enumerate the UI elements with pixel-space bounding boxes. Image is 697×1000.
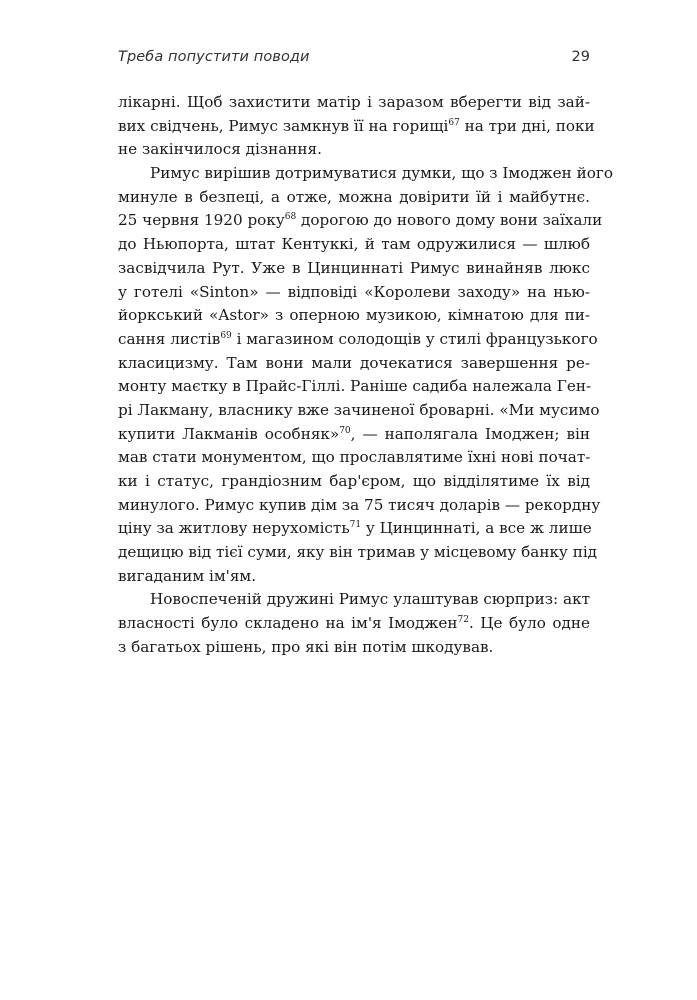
footnote-ref: 72 xyxy=(457,615,469,626)
text-line xyxy=(118,470,590,494)
text-line xyxy=(118,517,590,541)
text-segment: у готелі «Sinton» — відповіді «Королеви заходу» на нью- xyxy=(118,282,590,301)
text-line xyxy=(118,257,590,281)
text-segment: минулого. Римус купив дім за 75 тисяч доларів — рекордну xyxy=(118,495,601,514)
text-segment: . Це було одне xyxy=(468,614,590,633)
text-line xyxy=(118,209,603,233)
text-line xyxy=(118,162,613,186)
footnote-ref: 69 xyxy=(220,330,232,341)
text-line xyxy=(118,186,590,210)
text-line xyxy=(118,565,590,589)
text-line xyxy=(118,375,590,399)
text-segment: ки і статус, грандіозним бар'єром, що відділятиме їх від xyxy=(118,472,590,490)
footnote-ref: 71 xyxy=(349,520,362,531)
text-segment: до Ньюпорта, штат Кентуккі, й там одружилися — шлюб xyxy=(118,235,590,254)
text-line xyxy=(118,612,590,636)
footnote-ref: 67 xyxy=(448,117,460,128)
text-segment: дещицю від тієї суми, яку він тримав у місцевому банку під xyxy=(118,543,598,562)
text-line xyxy=(118,91,590,115)
paragraph xyxy=(118,91,595,162)
text-line xyxy=(118,423,590,447)
text-segment: класицизму. Там вони мали дочекатися завершення ре- xyxy=(118,353,590,372)
text-segment: вих свідчень, Римус замкнув її на горищі xyxy=(118,116,449,135)
text-segment: сання листів xyxy=(118,329,221,348)
text-line xyxy=(118,233,590,257)
text-line xyxy=(118,304,590,328)
text-segment: дорогою до нового дому вони заїхали xyxy=(296,211,603,230)
text-segment: йоркський «Astor» з оперною музикою, кімнатою для пи- xyxy=(118,306,590,325)
text-line xyxy=(118,352,590,376)
text-line xyxy=(118,138,590,162)
text-segment: , — наполягала Імоджен; він xyxy=(350,424,590,443)
text-line xyxy=(118,115,595,139)
text-segment: вигаданим ім'ям. xyxy=(118,566,257,585)
text-segment: минуле в безпеці, а отже, можна довірити їй і майбутнє. xyxy=(118,187,590,206)
paragraph xyxy=(118,162,613,588)
text-segment: засвідчила Рут. Уже в Цинциннаті Римус винайняв люкс xyxy=(118,258,590,277)
body-text xyxy=(118,91,613,660)
text-line xyxy=(118,588,590,612)
text-segment: мав стати монументом, що прославлятиме їхні нові почат- xyxy=(118,448,591,467)
text-segment: з багатьох рішень, про які він потім шкодував. xyxy=(118,637,494,656)
paragraph xyxy=(118,588,590,659)
text-segment: на три дні, поки xyxy=(459,116,595,135)
footnote-ref: 68 xyxy=(284,212,297,223)
text-segment: ціну за житлову нерухомість xyxy=(118,519,350,538)
page-number: 29 xyxy=(571,49,590,65)
text-segment: у Цинциннаті, а все ж лише xyxy=(361,519,592,538)
text-segment: власності було складено на ім'я Імоджен xyxy=(118,614,458,633)
text-segment: Римус вирішив дотримуватися думки, що з Імоджен його xyxy=(150,164,613,183)
text-segment: монту маєтку в Прайс-Гіллі. Раніше садиба належала Ген- xyxy=(118,377,592,396)
text-line xyxy=(118,328,598,352)
footnote-ref: 70 xyxy=(339,425,351,436)
text-line xyxy=(118,281,590,305)
text-segment: і магазином солодощів у стилі французького xyxy=(231,329,598,348)
text-line xyxy=(118,399,600,423)
running-head-title: Треба попустити поводи xyxy=(118,49,310,65)
text-line xyxy=(118,446,590,470)
text-line xyxy=(118,636,590,660)
text-segment: не закінчилося дізнання. xyxy=(118,140,322,159)
text-segment: Новоспеченій дружині Римус улаштував сюрприз: акт xyxy=(150,590,590,609)
text-segment: 25 червня 1920 року xyxy=(118,211,285,230)
text-segment: лікарні. Щоб захистити матір і заразом вберегти від зай- xyxy=(118,93,590,111)
text-segment: рі Лакману, власнику вже зачиненої броварні. «Ми мусимо xyxy=(118,400,600,419)
text-line xyxy=(118,494,601,518)
text-line xyxy=(118,541,598,565)
text-segment: купити Лакманів особняк» xyxy=(118,424,340,443)
